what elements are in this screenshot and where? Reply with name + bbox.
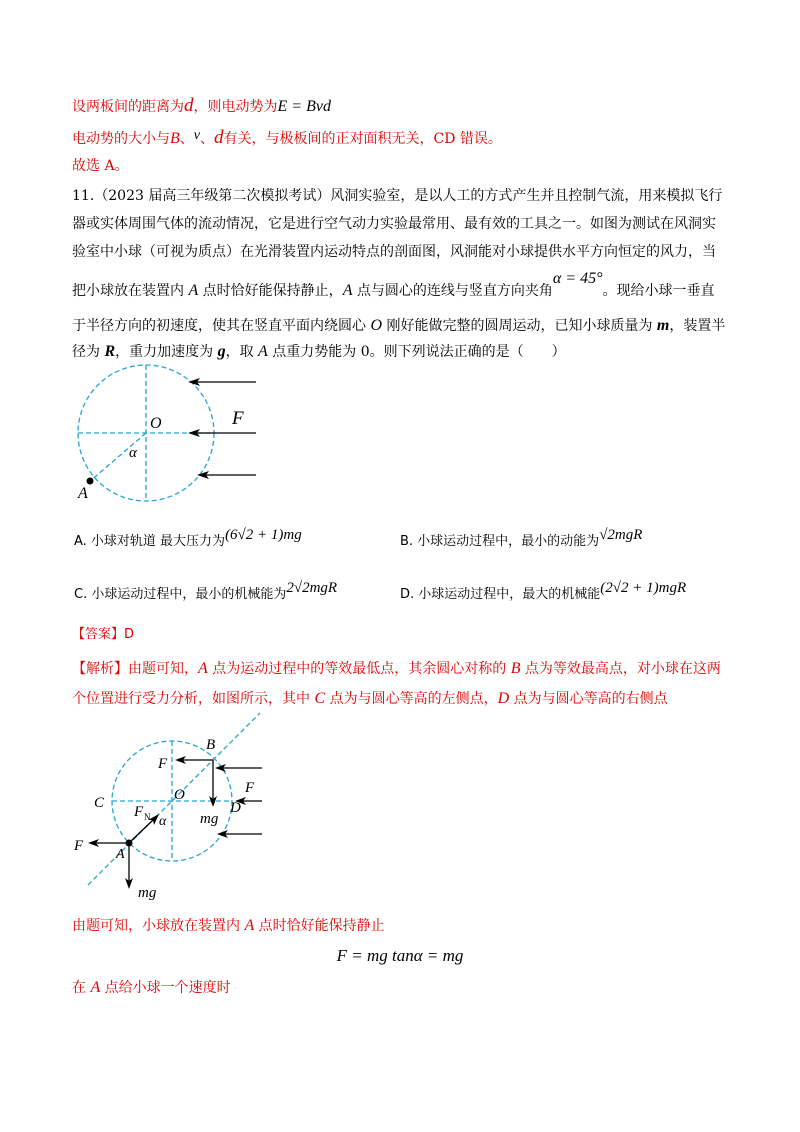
- force-analysis-figure: [70, 712, 270, 902]
- var-m: m: [656, 317, 670, 334]
- text: 于半径方向的初速度，使其在竖直平面内绕圆心: [72, 318, 371, 334]
- question-line-3: 验室中小球（可视为质点）在光滑装置内运动特点的剖面图，风洞能对小球提供水平方向恒定的风力，当: [72, 244, 716, 260]
- label-mg-B: mg: [200, 811, 219, 827]
- text: 点与圆心的连线与竖直方向夹角: [352, 283, 553, 299]
- text: 点给小球一个速度时: [100, 980, 231, 996]
- label-O: O: [174, 787, 185, 803]
- tail-line-1: [72, 916, 385, 936]
- var-B: B: [510, 660, 521, 677]
- angle-equation: α = 45°: [552, 270, 603, 287]
- text: 点为与圆心等高的左侧点，: [325, 691, 498, 707]
- label-A: A: [78, 485, 88, 502]
- text: 点为等效最高点，对小球在这两: [520, 661, 721, 677]
- sep: 、: [179, 131, 194, 147]
- option-equation: 2√2mgR: [286, 580, 338, 596]
- answer-line: 【答案】D: [72, 627, 135, 642]
- equation-F: F = mg tanα = mg: [336, 946, 464, 965]
- var-D: D: [497, 690, 510, 707]
- text: ，装置半: [669, 318, 726, 334]
- question-line-6: [72, 342, 566, 362]
- text: ，重力加速度为: [115, 344, 218, 360]
- var-C: C: [314, 690, 326, 707]
- text: 在: [72, 980, 91, 996]
- equation: E = Bvd: [277, 98, 331, 115]
- text: 刚好能做完整的圆周运动，已知小球质量为: [382, 318, 657, 334]
- var-O: O: [370, 317, 383, 334]
- var-B: B: [170, 130, 180, 147]
- analysis-line-1: [72, 659, 721, 679]
- label-FN: F: [134, 804, 144, 820]
- var-d: d: [184, 95, 194, 116]
- var-A: A: [258, 343, 268, 360]
- text: ，取: [225, 344, 259, 360]
- var-A: A: [244, 917, 255, 934]
- label-mg-A: mg: [138, 885, 157, 901]
- option-C[interactable]: [74, 580, 338, 605]
- text: 点时恰好能保持静止: [254, 918, 385, 934]
- text: 径为: [72, 344, 105, 360]
- solution-line-1: [72, 96, 331, 117]
- sep: 、: [200, 131, 214, 147]
- label-FN-subscript: N: [144, 812, 151, 822]
- text: 设两板间的距离为: [72, 99, 184, 115]
- var-R: R: [104, 343, 116, 360]
- var-v: v: [193, 128, 200, 143]
- option-text: D. 小球运动过程中，最大的机械能: [400, 587, 601, 602]
- text: 由题可知，: [128, 661, 198, 677]
- var-A: A: [90, 979, 101, 996]
- option-A[interactable]: [74, 527, 302, 552]
- label-F-top: F: [158, 756, 168, 772]
- option-D[interactable]: [400, 580, 687, 605]
- label-alpha: α: [129, 445, 137, 461]
- label-C: C: [94, 795, 105, 811]
- text: 个位置进行受力分析，如图所示，其中: [72, 691, 315, 707]
- label-F-left: F: [74, 838, 84, 854]
- var-A: A: [188, 282, 199, 299]
- ball-at-A: [87, 478, 94, 485]
- wind-tunnel-figure: [70, 360, 270, 510]
- tail-line-2: [72, 978, 231, 998]
- label-alpha: α: [159, 814, 167, 829]
- question-line-2: 器或实体周围气体的流动情况，它是进行空气动力实验最常用、最有效的工具之一。如图为测试在风洞实: [72, 216, 716, 232]
- var-A: A: [342, 282, 353, 299]
- question-line-4: [72, 270, 715, 301]
- var-A: A: [198, 660, 208, 677]
- text: 点为与圆心等高的右侧点: [509, 691, 668, 707]
- text: 点时恰好能保持静止，: [198, 283, 343, 299]
- option-equation: (6√2 + 1)mg: [225, 527, 302, 543]
- wind-arrows: [188, 378, 256, 479]
- analysis-label: 【解析】: [72, 661, 128, 677]
- option-text: B. 小球运动过程中，最小的动能为: [400, 534, 600, 549]
- text: 点重力势能为 0。则下列说法正确的是（ ）: [267, 344, 566, 360]
- text: 。现给小球一垂直: [602, 283, 715, 299]
- solution-line-2: [72, 126, 502, 149]
- ball-at-A: [126, 840, 133, 847]
- question-line-1: 11.（2023 届高三年级第二次模拟考试）风洞实验室，是以人工的方式产生并且控制气流，用来模拟飞行: [72, 188, 723, 204]
- solution-line-3: 故选 A。: [72, 158, 129, 174]
- var-g: g: [217, 343, 226, 360]
- var-d: d: [214, 127, 224, 148]
- option-text: A. 小球对轨道 最大压力为: [74, 534, 226, 549]
- text: 由题可知，小球放在装置内: [72, 918, 245, 934]
- text: 点为运动过程中的等效最低点，其余圆心对称的: [207, 661, 511, 677]
- label-F: F: [232, 408, 244, 429]
- label-D: D: [230, 800, 241, 816]
- label-F-right: F: [245, 780, 255, 796]
- text: 有关，与极板间的正对面积无关，CD 错误。: [223, 131, 502, 147]
- text: 电动势的大小与: [72, 131, 170, 147]
- option-B[interactable]: [400, 527, 643, 552]
- question-line-5: [72, 316, 725, 336]
- text: ，则电动势为: [193, 99, 278, 115]
- label-B: B: [206, 737, 216, 753]
- analysis-line-2: [72, 689, 668, 709]
- label-O: O: [150, 415, 162, 432]
- option-text: C. 小球运动过程中，最小的机械能为: [74, 587, 287, 602]
- text: 把小球放在装置内: [72, 283, 189, 299]
- label-A: A: [116, 847, 125, 862]
- option-equation: √2mgR: [599, 527, 643, 543]
- option-equation: (2√2 + 1)mgR: [600, 580, 687, 596]
